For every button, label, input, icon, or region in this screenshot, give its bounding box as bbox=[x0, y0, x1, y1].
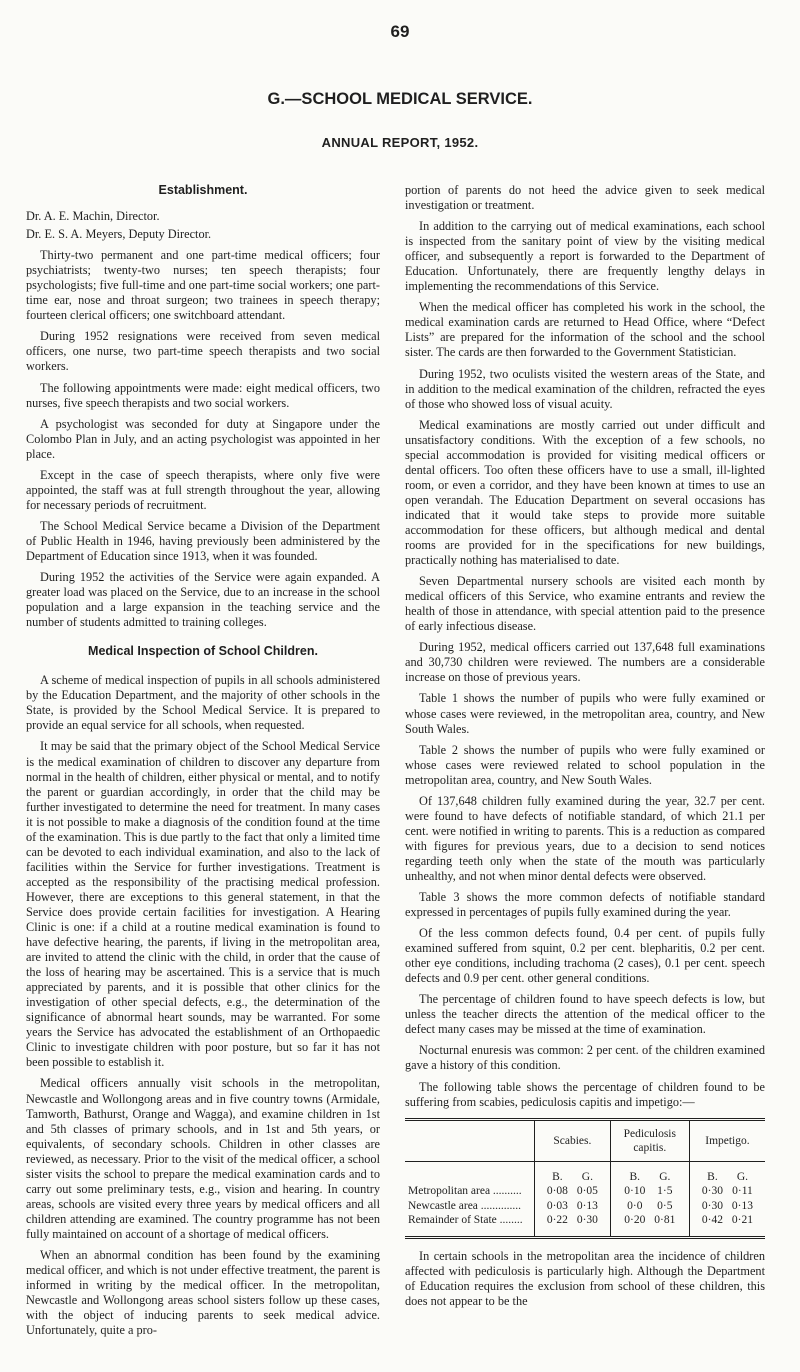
table-cell bbox=[689, 1184, 765, 1199]
value: 0·81 bbox=[654, 1214, 676, 1227]
paragraph: In certain schools in the metropolitan area the incidence of children affected with pediculosis is particularly high. Although the Department of Education requires the exclusion from school of these children, this does not appear to be the bbox=[405, 1248, 765, 1308]
row-label: Remainder of State ........ bbox=[405, 1213, 535, 1237]
paragraph: Of 137,648 children fully examined during the year, 32.7 per cent. were found to have defects of notifiable standard, of which 21.1 per cent. were notified in writing to parents. This is a reduction as compared with figures for previous years, due to a decision to send notices regarding teeth only when the state of the mouth was particularly unhealthy, and not when minor dental defects were observed. bbox=[405, 793, 765, 883]
paragraph: Except in the case of speech therapists, where only five were appointed, the staff was at full strength throughout the year, allowing for necessary periods of recruitment. bbox=[26, 467, 380, 512]
value: 0·13 bbox=[576, 1199, 598, 1212]
row-label: Newcastle area .............. bbox=[408, 1199, 522, 1212]
paragraph: Seven Departmental nursery schools are visited each month by medical officers of this Service, who examine entrants and review the health of those in attendance, with special attention paid to the presence of early infectious disease. bbox=[405, 574, 765, 634]
value: 0·0 bbox=[627, 1199, 643, 1212]
table-header-scabies: Scabies. bbox=[535, 1119, 611, 1161]
table-cell bbox=[689, 1199, 765, 1214]
value: 0·13 bbox=[731, 1199, 753, 1212]
paragraph: Table 1 shows the number of pupils who were fully examined or whose cases were reviewed, in the metropolitan area, country, and New South Wales. bbox=[405, 691, 765, 736]
table-cell bbox=[610, 1199, 689, 1214]
table-row bbox=[405, 1184, 765, 1199]
table-subheader-row bbox=[405, 1161, 765, 1184]
value: 0·30 bbox=[576, 1214, 598, 1227]
inspection-heading: Medical Inspection of School Children. bbox=[88, 644, 318, 659]
paragraph: During 1952, medical officers carried out 137,648 full examinations and 30,730 children were reviewed. The numbers are a considerable increase on those of previous years. bbox=[405, 640, 765, 685]
director-line: Dr. A. E. Machin, Director. bbox=[26, 209, 160, 224]
paragraph: portion of parents do not heed the advice given to seek medical investigation or treatment. bbox=[405, 183, 765, 213]
paragraph: The percentage of children found to have speech defects is low, but unless the teacher directs the attention of the medical officer to the defect many cases may be missed at the time of examination. bbox=[405, 992, 765, 1037]
paragraph: In addition to the carrying out of medical examinations, each school is inspected from the sanitary point of view by the visiting medical officer, and subsequently a report is forwarded to the Department of Education. Unfortunately, there are frequently lengthy delays in implementing the recommendations of this Service. bbox=[405, 219, 765, 294]
table-header-impetigo: Impetigo. bbox=[689, 1119, 765, 1161]
table-cell bbox=[535, 1161, 611, 1184]
report-subtitle: ANNUAL REPORT, 1952. bbox=[321, 135, 479, 150]
page-number: 69 bbox=[390, 22, 410, 41]
table-cell bbox=[535, 1184, 611, 1199]
table-header-cell bbox=[405, 1119, 535, 1161]
paragraph: During 1952 the activities of the Service were again expanded. A greater load was placed on the Service, due to an increase in the school population and a large expansion in the teaching service and the number of students admitted to training colleges. bbox=[26, 570, 380, 630]
paragraph: The following appointments were made: eight medical officers, two nurses, five speech therapists and two social workers. bbox=[26, 380, 380, 410]
girls-label: G. bbox=[736, 1170, 749, 1183]
value: 0·42 bbox=[701, 1214, 723, 1227]
value: 0·11 bbox=[732, 1185, 753, 1198]
paragraph: The School Medical Service became a Division of the Department of Public Health in 1946, having previously been administered by the Department of Education since 1913, when it was founded. bbox=[26, 518, 380, 563]
value: 0·10 bbox=[624, 1185, 646, 1198]
value: 0·05 bbox=[576, 1185, 598, 1198]
paragraph: When an abnormal condition has been found by the examining medical officer, and which is not under effective treatment, the parent is informed in writing by the medical officer. In the metropolitan, Newcastle and Wollongong areas school sisters follow up these cases, with the object of inducing parents to seek medical advice. Unfortunately, quite a pro- bbox=[26, 1248, 380, 1338]
paragraph: Table 3 shows the more common defects of notifiable standard expressed in percentages of pupils fully examined during the year. bbox=[405, 890, 765, 920]
paragraph: During 1952 resignations were received from seven medical officers, one nurse, two part-time speech therapists and two social workers. bbox=[26, 329, 380, 374]
paragraph: Nocturnal enuresis was common: 2 per cent. of the children examined gave a history of this condition. bbox=[405, 1043, 765, 1073]
row-label: Metropolitan area .......... bbox=[408, 1185, 522, 1198]
table-cell bbox=[610, 1213, 689, 1237]
table-cell bbox=[535, 1213, 611, 1237]
table-cell bbox=[535, 1199, 611, 1214]
establishment-heading: Establishment. bbox=[158, 183, 248, 197]
paragraph: Thirty-two permanent and one part-time medical officers; four psychiatrists; twenty-two nurses; ten speech therapists; four psychologists; five full-time and one part-time social workers; one part-time ear, nose and throat surgeon; two trainees in speech therapy; fourteen clerical officers; one switchboard attendant. bbox=[26, 248, 380, 323]
boys-label: B. bbox=[707, 1170, 718, 1183]
page-title: G.—SCHOOL MEDICAL SERVICE. bbox=[267, 90, 533, 108]
table-cell bbox=[689, 1213, 765, 1237]
table-row bbox=[405, 1213, 765, 1237]
paragraph: Of the less common defects found, 0.4 per cent. of pupils fully examined suffered from squint, 0.2 per cent. blepharitis, 0.2 per cent. other eye conditions, including trachoma (2 cases), 0.1 per cent. speech defects and 0.9 per cent. other general conditions. bbox=[405, 926, 765, 986]
paragraph: When the medical officer has completed his work in the school, the medical examination cards are returned to Head Office, where “Defect Lists” are prepared for the information of the school and the school sister. The cards are then forwarded to the Government Statistician. bbox=[405, 300, 765, 360]
paragraph: During 1952, two oculists visited the western areas of the State, and in addition to the medical examination of the children, refracted the eyes of those who showed loss of visual acuity. bbox=[405, 366, 765, 411]
deputy-director-line: Dr. E. S. A. Meyers, Deputy Director. bbox=[26, 227, 212, 242]
value: 0·5 bbox=[657, 1199, 673, 1212]
table-cell bbox=[689, 1161, 765, 1184]
value: 0·21 bbox=[731, 1214, 753, 1227]
boys-label: B. bbox=[552, 1170, 563, 1183]
value: 0·08 bbox=[546, 1185, 568, 1198]
table-row bbox=[405, 1199, 765, 1214]
infection-rates-table bbox=[405, 1118, 765, 1239]
right-column bbox=[405, 183, 765, 1315]
paragraph: It may be said that the primary object of the School Medical Service is the medical examination of children to discover any departure from normal in the health of children, either physical or mental, and to notify the parent or guardian accordingly, in order that the child may be further investigated to determine the need for treatment. In many cases it is not possible to make a diagnosis of the condition found at the time of the examination. This is due partly to the fact that only a limited time can be devoted to each individual examination, and also to the lack of facilities within the Service for further investigations. Treatment is accepted as the responsibility of the practising medical profession. However, there are exceptions to this general statement, in that the Service does provide certain facilities for investigation. A Hearing Clinic is one: if a child at a routine medical examination is found to have defective hearing, the parents, if living in the metropolitan area, are invited to attend the clinic with the child, in order that the cause of the loss of hearing may be ascertained. This is a service that is much appreciated by parents, and it is possible that other clinics for the investigation of other special defects, e.g., the determination of the significance of abnormal heart sounds, may be warranted. For some years the Service has advocated the establishment of an Orthopaedic Clinic to investigate children with poor posture, but so far it has not been possible to establish it. bbox=[26, 739, 380, 1070]
left-column bbox=[26, 183, 380, 1344]
table-header-row bbox=[405, 1119, 765, 1161]
paragraph: Medical officers annually visit schools in the metropolitan, Newcastle and Wollongong areas and in five country towns (Armidale, Tamworth, Bathurst, Orange and Wagga), and examine children in 1st and 5th classes of primary schools, and in 1st and 5th years, or equivalents, of secondary schools. Children in other classes are reviewed, as necessary. Prior to the visit of the medical officer, a school sister visits the school to prepare the medical examination cards and to carry out some preliminary tests, e.g., vision and hearing. In country areas, schools are visited every three years by medical officers and all children attending are examined. The country programme has not been fully maintained on account of a shortage of medical officers. bbox=[26, 1076, 380, 1241]
paragraph: Table 2 shows the number of pupils who were fully examined or whose cases were reviewed related to school population in the metropolitan area, country, and New South Wales. bbox=[405, 742, 765, 787]
value: 0·30 bbox=[701, 1199, 723, 1212]
boys-label: B. bbox=[629, 1170, 641, 1183]
value: 0·20 bbox=[624, 1214, 646, 1227]
value: 0·30 bbox=[701, 1185, 723, 1198]
value: 1·5 bbox=[657, 1185, 673, 1198]
paragraph: A scheme of medical inspection of pupils in all schools administered by the Education Department, and the majority of other schools in the State, is provided by the School Medical Service. It is prepared to provide an equal service for all schools, when requested. bbox=[26, 673, 380, 733]
table-cell bbox=[405, 1161, 535, 1184]
girls-label: G. bbox=[581, 1170, 593, 1183]
girls-label: G. bbox=[659, 1170, 671, 1183]
value: 0·22 bbox=[546, 1214, 568, 1227]
table-header-pediculosis: Pediculosis capitis. bbox=[610, 1119, 689, 1161]
value: 0·03 bbox=[546, 1199, 568, 1212]
paragraph: The following table shows the percentage of children found to be suffering from scabies, pediculosis capitis and impetigo:— bbox=[405, 1079, 765, 1109]
paragraph: Medical examinations are mostly carried out under difficult and unsatisfactory conditions. With the exception of a few schools, no special accommodation is provided for visiting medical officers or dental officers. Too often these officers have to use a small, ill-lighted room, or even a corridor, and they have been known at times to use an open verandah. The Education Department on several occasions has indicated that it would take steps to provide more suitable accommodation for these officers, but although medical and dental rooms are provided for in the specifications for new buildings, practically nothing has materialised to date. bbox=[405, 417, 765, 568]
table-cell bbox=[610, 1161, 689, 1184]
paragraph: A psychologist was seconded for duty at Singapore under the Colombo Plan in July, and an acting psychologist was appointed in her place. bbox=[26, 416, 380, 461]
table-cell bbox=[610, 1184, 689, 1199]
